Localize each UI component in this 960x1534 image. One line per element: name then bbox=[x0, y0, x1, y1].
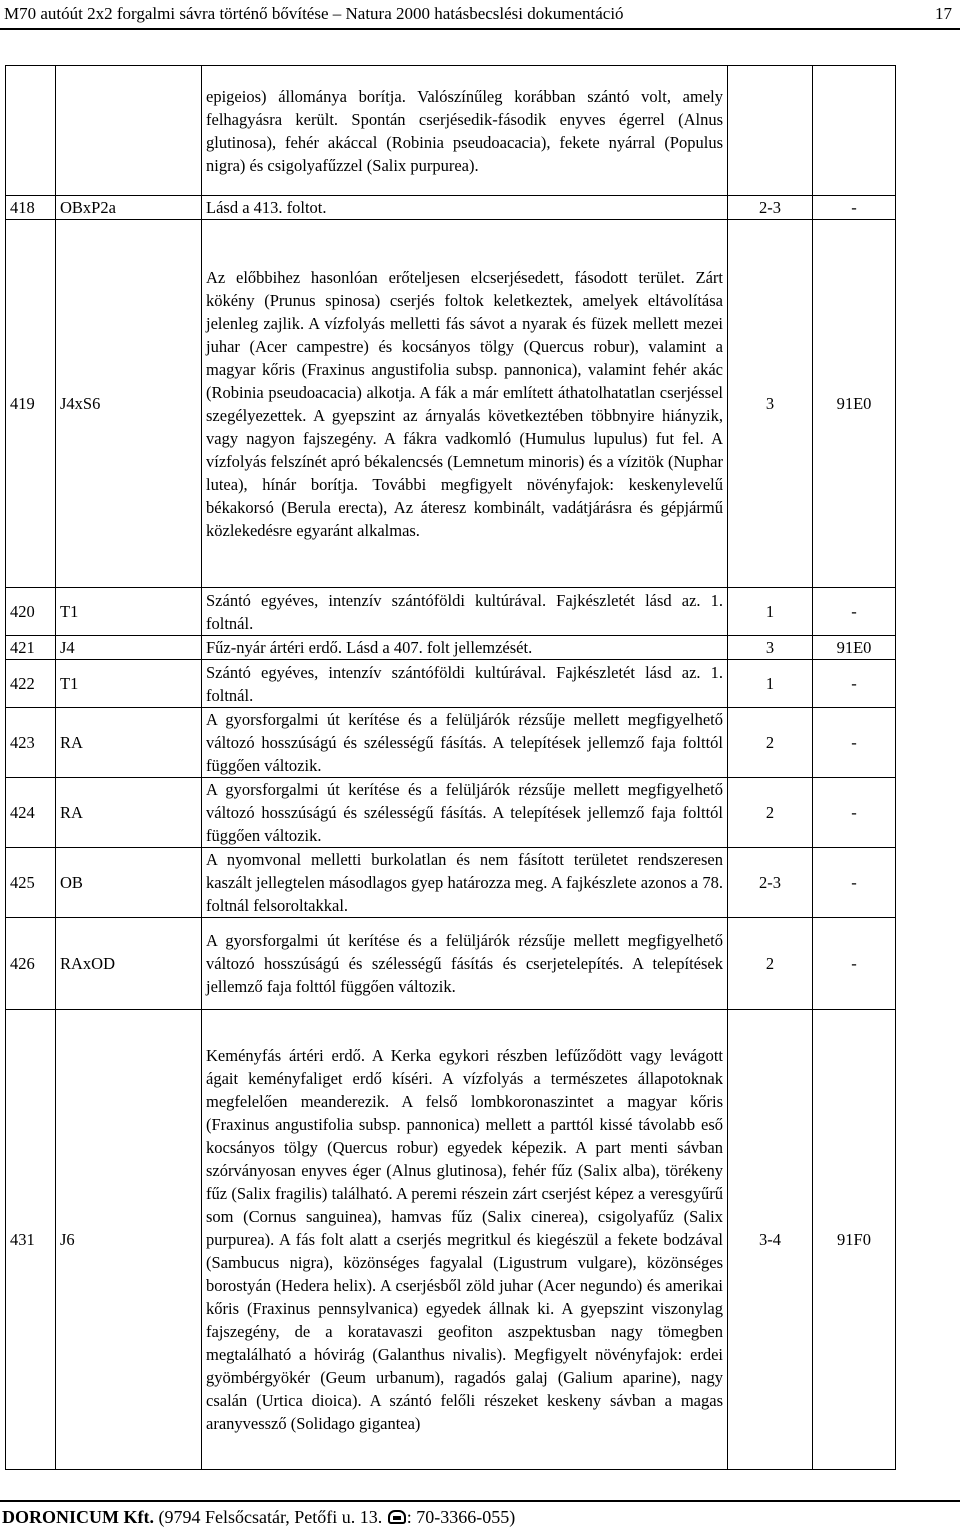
naturalness-value-text: 3-4 bbox=[759, 1230, 781, 1249]
habitat-id-text: 421 bbox=[10, 638, 35, 657]
table-row bbox=[6, 588, 896, 636]
page-footer bbox=[0, 1500, 960, 1534]
natura2000-code-cell bbox=[813, 778, 896, 848]
habitat-description-text: Fűz-nyár ártéri erdő. Lásd a 407. folt jellemzését. bbox=[206, 638, 533, 657]
table-row bbox=[6, 1010, 896, 1470]
table-row bbox=[6, 220, 896, 588]
habitat-code-cell bbox=[56, 778, 202, 848]
table-row bbox=[6, 708, 896, 778]
page-header bbox=[0, 0, 960, 30]
page-number: 17 bbox=[935, 4, 952, 23]
telephone-icon bbox=[388, 1510, 406, 1524]
habitat-id-cell bbox=[6, 1010, 56, 1470]
naturalness-value-cell bbox=[728, 1010, 813, 1470]
naturalness-value-cell bbox=[728, 66, 813, 196]
habitat-description-cell bbox=[202, 708, 728, 778]
habitat-description-cell bbox=[202, 918, 728, 1010]
table-row bbox=[6, 918, 896, 1010]
natura2000-code-cell bbox=[813, 588, 896, 636]
habitat-description-cell bbox=[202, 778, 728, 848]
habitat-id-cell bbox=[6, 636, 56, 660]
naturalness-value-text: 1 bbox=[765, 674, 775, 693]
table-row bbox=[6, 636, 896, 660]
habitat-table-body bbox=[6, 66, 896, 1470]
natura2000-code-text: 91E0 bbox=[836, 638, 872, 657]
habitat-code-cell bbox=[56, 660, 202, 708]
naturalness-value-text: 2 bbox=[765, 954, 775, 973]
habitat-description-text: Az előbbihez hasonlóan erőteljesen elcserjésedett, fásodott terület. Zárt kökény (Prunus spinosa) cserjés foltok keletkeztek, amelyek eltávolítása jelenleg zajlik. A vízfolyás melletti fás sávot a nyarak és füzek mellett mezei juhar (Acer campestre) és kocsányos tölgy (Quercus robur), valamint a magyar kőris (Fraxinus angustifolia subsp. pannonica), valamint fehér akác (Robinia pseudoacacia) alkotja. A fák a már említett áthatolhatatlan cserjéssel szegélyezettek. A gyepszint az árnyalás következtében többnyire hiányzik, vagy nagyon fajszegény. A fákra vadkomló (Humulus lupulus) fut fel. A vízfolyás felszínét apró békalencsés (Lemnetum minoris) és a vízitök (Nuphar lutea), hínár borítja. További megfigyelt növényfajok: keskenylevelű békakorsó (Berula erecta), Az áteresz kombinált, vadátjárásra és gépjármű közlekedésre egyaránt alkalmas. bbox=[206, 267, 723, 540]
habitat-description-text: A gyorsforgalmi út kerítése és a felüljárók rézsűje mellett megfigyelhető változó hosszúságú és szélességű fásítás és cserjetelepítés. A telepítések jellemző faja folttól függően változik. bbox=[206, 931, 723, 996]
habitat-code-text: T1 bbox=[60, 602, 79, 621]
habitat-code-text: OBxP2a bbox=[60, 198, 116, 217]
natura2000-code-cell bbox=[813, 1010, 896, 1470]
habitat-description-text: Szántó egyéves, intenzív szántóföldi kultúrával. Fajkészletét lásd az. 1. foltnál. bbox=[206, 590, 723, 633]
habitat-code-cell bbox=[56, 588, 202, 636]
naturalness-value-cell bbox=[728, 636, 813, 660]
habitat-code-cell bbox=[56, 1010, 202, 1470]
habitat-description-text: Szántó egyéves, intenzív szántóföldi kultúrával. Fajkészletét lásd az. 1. foltnál. bbox=[206, 662, 723, 705]
naturalness-value-cell bbox=[728, 848, 813, 918]
habitat-id-text: 424 bbox=[10, 803, 35, 822]
habitat-code-text: RAxOD bbox=[60, 954, 116, 973]
habitat-code-text: J4 bbox=[60, 638, 75, 657]
natura2000-code-cell bbox=[813, 848, 896, 918]
habitat-code-text: RA bbox=[60, 803, 83, 822]
naturalness-value-cell bbox=[728, 588, 813, 636]
natura2000-code-cell bbox=[813, 708, 896, 778]
natura2000-code-cell bbox=[813, 918, 896, 1010]
naturalness-value-text: 1 bbox=[765, 602, 775, 621]
habitat-description-text: A gyorsforgalmi út kerítése és a felüljárók rézsűje mellett megfigyelhető változó hosszúságú és szélességű fásítás. A telepítések jellemző faja folttól függően változik. bbox=[206, 780, 723, 845]
habitat-id-text: 425 bbox=[10, 873, 35, 892]
habitat-description-cell bbox=[202, 636, 728, 660]
habitat-code-text: RA bbox=[60, 733, 83, 752]
company-address: (9794 Felsőcsatár, Petőfi u. 13. bbox=[153, 1507, 387, 1527]
habitat-id-text: 423 bbox=[10, 733, 35, 752]
habitat-description-cell bbox=[202, 66, 728, 196]
habitat-id-text: 418 bbox=[10, 198, 35, 217]
habitat-id-cell bbox=[6, 588, 56, 636]
habitat-id-text: 426 bbox=[10, 954, 35, 973]
habitat-code-text: J4xS6 bbox=[60, 394, 101, 413]
natura2000-code-text: - bbox=[851, 954, 857, 973]
habitat-id-text: 431 bbox=[10, 1230, 35, 1249]
naturalness-value-cell bbox=[728, 220, 813, 588]
habitat-code-cell bbox=[56, 66, 202, 196]
naturalness-value-text: 2-3 bbox=[759, 198, 781, 217]
habitat-code-cell bbox=[56, 636, 202, 660]
habitat-description-text: Keményfás ártéri erdő. A Kerka egykori részben lefűződött vagy levágott ágait keményfaliget erdő kíséri. A vízfolyás a természetes állapotoknak megfelelően meanderezik. A felső lombkoronaszintet a magyar kőris (Fraxinus angustifolia subsp. pannonica) mellett a parttól kissé távolabb eső kocsányos tölgy (Quercus robur) egyedek képezik. A part menti sávban szórványosan enyves éger (Alnus glutinosa), fehér fűz (Salix alba), törékeny fűz (Salix fragilis) található. A peremi részein zárt cserjést képez a veresgyűrű som (Cornus sanguinea), hamvas fűz (Salix cinerea), csigolyafűz (Salix purpurea). A fás folt alatt a cserjés megritkul és kiegészül a fekete bodzával (Sambucus nigra), közönséges fagyalal (Ligustrum vulgare), közönséges borostyán (Hedera helix). A cserjésből zöld juhar (Acer negundo) és amerikai kőris (Fraxinus pennsylvanica) egyedek állnak ki. A gyepszint viszonylag fajszegény, de a koratavaszi geofiton aszpektusban nagy tömegben megtalálható a hóvirág (Galanthus nivalis). Megfigyelt növényfajok: erdei gyömbérgyökér (Geum urbanum), ragadós galaj (Galium aparine), nagy csalán (Urtica dioica). A szántó felőli részeket keskeny sávban a magas aranyvessző (Solidago gigantea) bbox=[206, 1046, 723, 1433]
document-title: M70 autóút 2x2 forgalmi sávra történő bővítése – Natura 2000 hatásbecslési dokumentáció bbox=[4, 4, 624, 23]
habitat-id-cell bbox=[6, 196, 56, 220]
habitat-code-cell bbox=[56, 196, 202, 220]
habitat-description-cell bbox=[202, 848, 728, 918]
habitat-description-cell bbox=[202, 1010, 728, 1470]
habitat-id-cell bbox=[6, 778, 56, 848]
natura2000-code-text: - bbox=[851, 674, 857, 693]
table-row bbox=[6, 660, 896, 708]
company-name: DORONICUM Kft. bbox=[2, 1507, 154, 1527]
naturalness-value-cell bbox=[728, 918, 813, 1010]
natura2000-code-text: - bbox=[851, 803, 857, 822]
naturalness-value-cell bbox=[728, 778, 813, 848]
habitat-code-cell bbox=[56, 918, 202, 1010]
habitat-description-text: A gyorsforgalmi út kerítése és a felüljárók rézsűje mellett megfigyelhető változó hosszúságú és szélességű fásítás. A telepítések jellemző faja folttól függően változik. bbox=[206, 710, 723, 775]
natura2000-code-cell bbox=[813, 66, 896, 196]
naturalness-value-text: 3 bbox=[765, 638, 775, 657]
habitat-description-cell bbox=[202, 588, 728, 636]
habitat-table-container bbox=[5, 65, 895, 1470]
habitat-description-text: A nyomvonal melletti burkolatlan és nem fásított területet rendszeresen kaszált jellegtelen másodlagos gyep határozza meg. A fajkészlete azonos a 78. foltnál felsoroltakkal. bbox=[206, 850, 723, 915]
naturalness-value-cell bbox=[728, 708, 813, 778]
habitat-id-cell bbox=[6, 848, 56, 918]
habitat-id-text: 422 bbox=[10, 674, 35, 693]
naturalness-value-cell bbox=[728, 196, 813, 220]
habitat-code-cell bbox=[56, 708, 202, 778]
natura2000-code-text: - bbox=[851, 602, 857, 621]
natura2000-code-text: - bbox=[851, 198, 857, 217]
habitat-description-text: epigeios) állománya borítja. Valószínűleg korábban szántó volt, amely felhagyásra került. Spontán cserjésedik-fásodik enyves égerrel (Alnus glutinosa), fehér akáccal (Robinia pseudoacacia), fekete nyárral (Populus nigra) és csigolyafűzzel (Salix purpurea). bbox=[206, 86, 723, 175]
natura2000-code-cell bbox=[813, 220, 896, 588]
habitat-description-text: Lásd a 413. foltot. bbox=[206, 198, 327, 217]
habitat-id-cell bbox=[6, 918, 56, 1010]
naturalness-value-cell bbox=[728, 660, 813, 708]
habitat-description-cell bbox=[202, 196, 728, 220]
habitat-code-text: J6 bbox=[60, 1230, 75, 1249]
habitat-id-cell bbox=[6, 66, 56, 196]
habitat-id-text: 419 bbox=[10, 394, 35, 413]
natura2000-code-text: - bbox=[851, 733, 857, 752]
natura2000-code-text: - bbox=[851, 873, 857, 892]
natura2000-code-text: 91E0 bbox=[836, 394, 872, 413]
habitat-code-text: OB bbox=[60, 873, 83, 892]
table-row bbox=[6, 778, 896, 848]
habitat-id-cell bbox=[6, 708, 56, 778]
natura2000-code-text: 91F0 bbox=[837, 1230, 871, 1249]
naturalness-value-text: 2-3 bbox=[759, 873, 781, 892]
habitat-code-cell bbox=[56, 848, 202, 918]
habitat-description-cell bbox=[202, 660, 728, 708]
habitat-code-cell bbox=[56, 220, 202, 588]
table-row bbox=[6, 66, 896, 196]
naturalness-value-text: 2 bbox=[765, 803, 775, 822]
natura2000-code-cell bbox=[813, 660, 896, 708]
table-row bbox=[6, 848, 896, 918]
natura2000-code-cell bbox=[813, 636, 896, 660]
habitat-id-cell bbox=[6, 660, 56, 708]
natura2000-code-cell bbox=[813, 196, 896, 220]
naturalness-value-text: 2 bbox=[765, 733, 775, 752]
habitat-code-text: T1 bbox=[60, 674, 79, 693]
habitat-id-text: 420 bbox=[10, 602, 35, 621]
company-phone: : 70-3366-055) bbox=[406, 1507, 516, 1527]
habitat-table bbox=[5, 65, 896, 1470]
habitat-description-cell bbox=[202, 220, 728, 588]
habitat-id-cell bbox=[6, 220, 56, 588]
naturalness-value-text: 3 bbox=[765, 394, 775, 413]
table-row bbox=[6, 196, 896, 220]
